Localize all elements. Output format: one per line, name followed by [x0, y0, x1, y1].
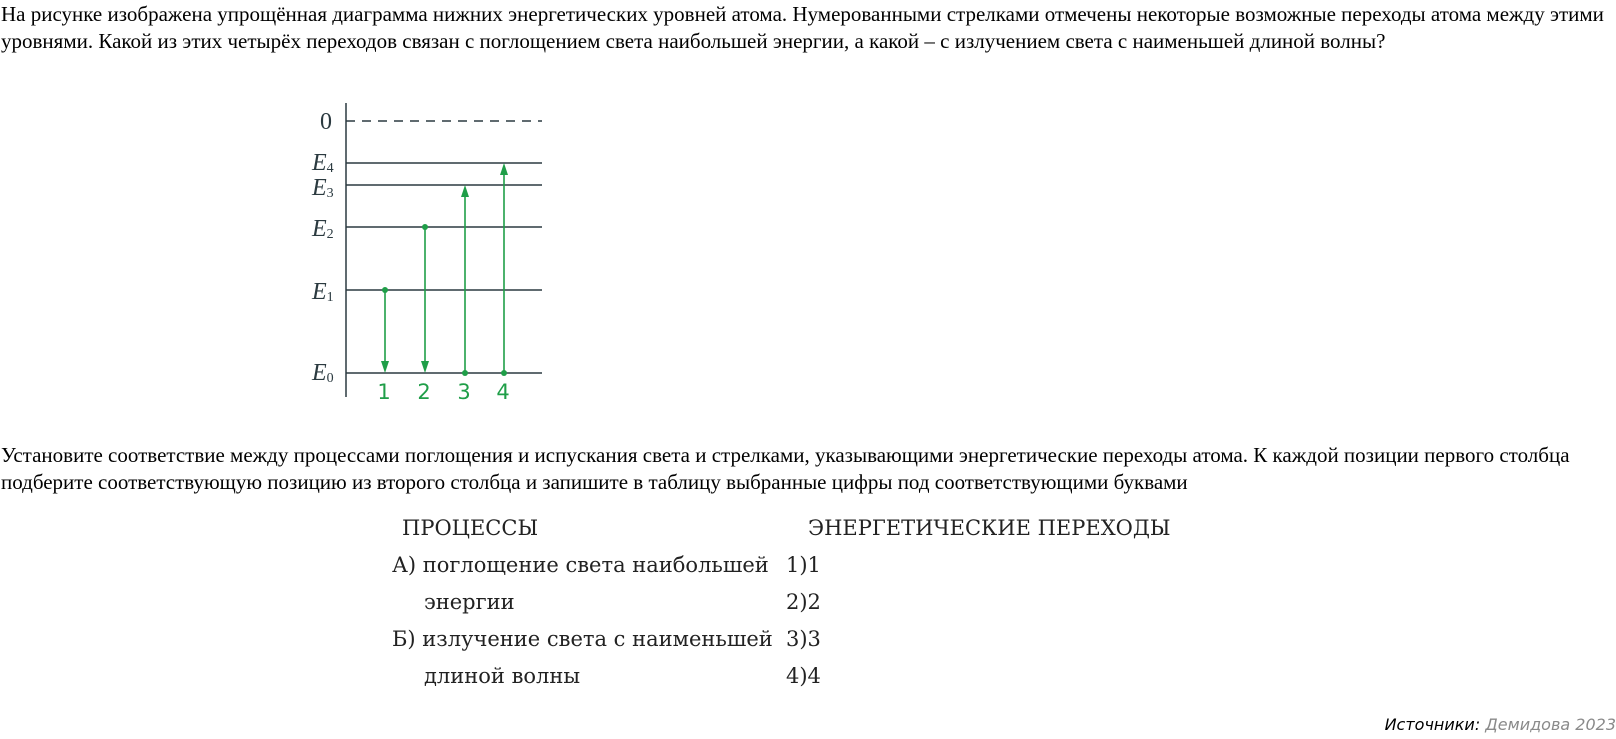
transition-option-4: 4)4	[786, 664, 821, 688]
energy-level-diagram	[300, 95, 560, 415]
svg-text:E1: E1	[312, 279, 334, 305]
source-link[interactable]: Демидова 2023	[1485, 715, 1616, 734]
svg-text:E0: E0	[312, 360, 334, 386]
header-processes: ПРОЦЕССЫ	[402, 516, 539, 540]
svg-text:2: 2	[417, 380, 431, 404]
svg-text:E4: E4	[312, 150, 334, 176]
transition-option-3: 3)3	[786, 627, 821, 651]
svg-text:0: 0	[320, 109, 332, 135]
process-a-line2: энергии	[424, 590, 515, 614]
transition-option-2: 2)2	[786, 590, 821, 614]
question-intro: На рисунке изображена упрощённая диаграмма нижних энергетических уровней атома. Нумерованными стрелками отмечены некоторые возможные переходы атома между этими уровнями. Какой из этих четырёх переходов связан с поглощением света наибольшей энергии, а какой – с излучением света с наименьшей длиной волны?	[1, 2, 1604, 53]
process-a-line1: А) поглощение света наибольшей	[392, 553, 769, 577]
svg-text:1: 1	[377, 380, 391, 404]
svg-text:E2: E2	[312, 216, 334, 242]
source-label: Источники:	[1384, 715, 1481, 734]
process-b-line2: длиной волны	[424, 664, 581, 688]
svg-text:E3: E3	[312, 175, 334, 201]
task-text: Установите соответствие между процессами поглощения и испускания света и стрелками, указывающими энергетические переходы атома. К каждой позиции первого столбца подберите соответствующую позицию из второго столбца и запишите в таблицу выбранные цифры под соответствующими буквами	[1, 443, 1570, 494]
process-b-line1: Б) излучение света с наименьшей	[392, 627, 773, 651]
transition-option-1: 1)1	[786, 553, 821, 577]
source-attribution	[1385, 715, 1616, 734]
svg-text:3: 3	[457, 380, 471, 404]
svg-text:4: 4	[496, 380, 510, 404]
header-transitions: ЭНЕРГЕТИЧЕСКИЕ ПЕРЕХОДЫ	[808, 516, 1171, 540]
